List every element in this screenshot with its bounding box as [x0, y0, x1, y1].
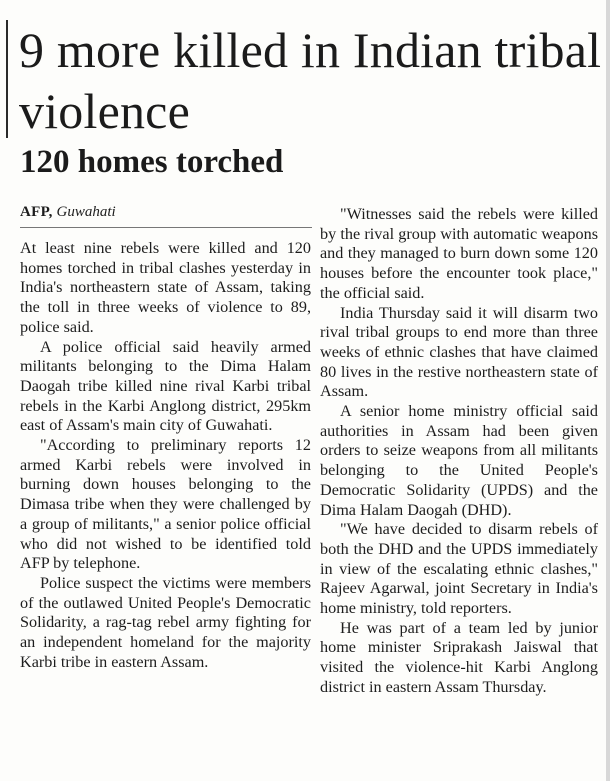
paragraph: He was part of a team led by junior home minister Sriprakash Jaiswal that visited the violence-hit Karbi Anglong district in eastern Assam Thursday. [320, 618, 598, 696]
paragraph: Police suspect the victims were members of the outlawed United People's Democratic Solidarity, a rag-tag rebel army fighting for an independent homeland for the majority Karbi tribe in eastern Assam. [20, 573, 311, 671]
subheadline: 120 homes torched [20, 144, 284, 180]
byline-location: Guwahati [56, 204, 116, 220]
right-column [320, 205, 598, 698]
byline [20, 203, 310, 221]
left-column [20, 239, 311, 672]
paragraph: A police official said heavily armed militants belonging to the Dima Halam Daogah tribe killed nine rival Karbi tribal rebels in the Karbi Anglong district, 295km east of Assam's main city of Guwahati. [20, 337, 311, 435]
paragraph: A senior home ministry official said authorities in Assam had been given orders to seize weapons from all militants belonging to the United People's Democratic Solidarity (UPDS) and the Dima Halam Daogah (DHD). [320, 402, 598, 519]
headline-rule [6, 20, 8, 138]
byline-agency: AFP, [20, 204, 53, 220]
headline: 9 more killed in Indian tribal violence [19, 22, 602, 139]
paragraph: At least nine rebels were killed and 120 homes torched in tribal clashes yesterday in India's northeastern state of Assam, taking the toll in three weeks of violence to 89, police said. [20, 239, 311, 336]
paragraph: "We have decided to disarm rebels of both the DHD and the UPDS immediately in view of the escalating ethnic clashes," Rajeev Agarwal, joint Secretary in India's home ministry, told reporters. [320, 520, 598, 618]
paragraph: India Thursday said it will disarm two rival tribal groups to end more than three weeks of ethnic clashes that have claimed 80 lives in the restive northeastern state of Assam. [320, 303, 598, 401]
paragraph: "Witnesses said the rebels were killed by the rival group with automatic weapons and they managed to burn down some 120 houses before the encounter took place," the official said. [320, 205, 598, 302]
page-edge [606, 0, 610, 781]
byline-divider [20, 227, 312, 228]
paragraph: "According to preliminary reports 12 armed Karbi rebels were involved in burning down houses belonging to the Dimasa tribe when they were challenged by a group of militants," a senior police official who did not wished to be identified told AFP by telephone. [20, 436, 311, 573]
